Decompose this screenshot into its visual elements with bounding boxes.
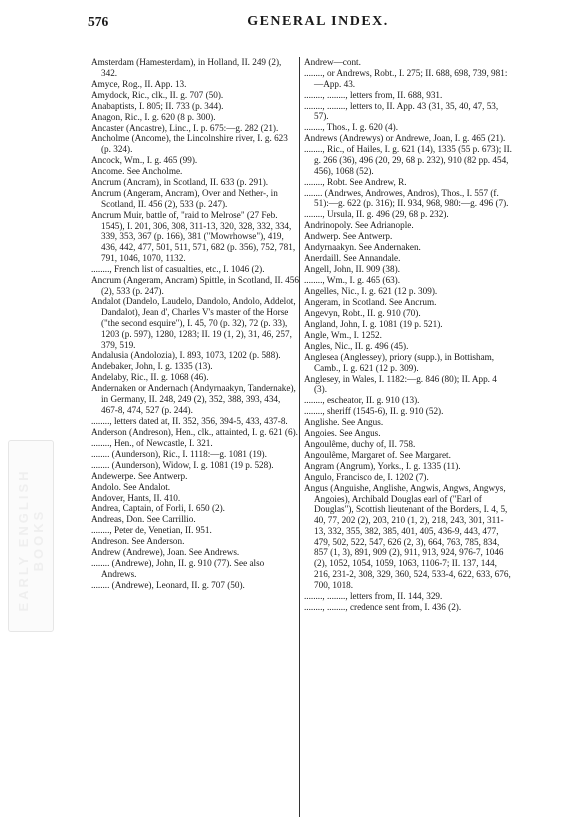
index-entry: Angelles, Nic., I. g. 621 (12 p. 309). (304, 286, 438, 297)
index-entry: Andewerpe. See Antwerp. (91, 470, 188, 481)
stamp-text: EARLY ENGLISH BOOKS (16, 468, 46, 612)
index-entry: ........, ........, letters to, II. App. 43 (31, 35, 40, 47, 53, 57). (304, 100, 499, 122)
index-entry: Ancrum Muir, battle of, "raid to Melrose" (27 Feb. 1545), I. 201, 306, 308, 311-13, 320, 328, 332, 334, 339, 353, 367 (p. 166), 381 ("Mowrhowse"), 419, 436, 442, 477, 501, 511, 571, 682 (p. 356), 752, 781, 791, 1046, 1070, 1132. (91, 209, 296, 263)
index-entry: ........, or Andrews, Robt., I. 275; II. 688, 698, 739, 981:—App. 43. (304, 67, 508, 89)
index-right-column (304, 57, 512, 817)
index-entry: Andwerp. See Antwerp. (304, 231, 393, 242)
index-entry: Andreson. See Anderson. (91, 536, 185, 547)
index-entry: Ancrum (Angeram, Ancram) Spittle, in Scotland, II. 456 (2), 533 (p. 247). (91, 274, 299, 296)
index-entry: Andrew (Andrewe), Joan. See Andrews. (91, 547, 240, 558)
index-entry: Andalusia (Andolozia), I. 893, 1073, 1202 (p. 588). (91, 350, 281, 361)
index-entry: Angram (Angrum), Yorks., I. g. 1335 (11). (304, 460, 461, 471)
index-entry: Angell, John, II. 909 (38). (304, 264, 400, 275)
page-title: GENERAL INDEX. (247, 14, 389, 29)
index-entry: Angle, Wm., I. 1252. (304, 329, 382, 340)
index-entry: Angulo, Francisco de, I. 1202 (7). (304, 471, 429, 482)
page-number: 576 (88, 14, 109, 29)
index-entry: ........ (Andrwes, Androwes, Andros), Thos., I. 557 (f. 51):—g. 622 (p. 316); II. 934, 968, 980:—g. 496 (7). (304, 187, 509, 209)
index-entry: ........ (Andrewe), John, II. g. 910 (77). See also Andrews. (91, 558, 265, 579)
index-entry: Anerdaill. See Annandale. (304, 253, 401, 264)
library-stamp (8, 440, 54, 632)
index-entry: ........, sheriff (1545-6), II. g. 910 (52). (304, 406, 444, 417)
index-entry: Amyce, Rog., II. App. 13. (91, 78, 187, 89)
index-entry: Andalot (Dandelo, Laudelo, Dandolo, Andolo, Addelot, Dandalot), Jean d', Charles V's master of the Horse ("the second esquire"), I. 45, 70 (p. 32), 72 (p. 33), 1203 (p. 597), 1280, 1283; II. 19 (1, 2), 31, 46, 257, 379, 519. (91, 296, 296, 350)
index-entry: ........ (Andrewe), Leonard, II. g. 707 (50). (91, 579, 245, 590)
index-entry: ........, ........, credence sent from, I. 436 (2). (304, 601, 462, 612)
index-entry: Andrinopoly. See Adrianople. (304, 220, 414, 231)
index-entry: Anglishe. See Angus. (304, 417, 384, 428)
index-entry: ........, Wm., I. g. 465 (63). (304, 275, 401, 286)
index-entry: Ancaster (Ancastre), Linc., I. p. 675:—g. 282 (21). (91, 122, 279, 133)
index-entry: Andelaby, Ric., II. g. 1068 (46). (91, 372, 209, 383)
index-entry: Andreas, Don. See Carrillio. (91, 514, 196, 525)
index-entry: Angles, Nic., II. g. 496 (45). (304, 340, 409, 351)
index-entry: ........, Ric., of Hailes, I. g. 621 (14), 1335 (55 p. 673); II. g. 266 (36), 496 (20, 29, 68 p. 232), 910 (82 pp. 454, 456), 1068 (52). (304, 144, 512, 176)
index-entry: Anderson (Andreson), Hen., clk., attainted, I. g. 621 (6). (91, 426, 298, 437)
index-entry: Amydock, Ric., clk., II. g. 707 (50). (91, 89, 224, 100)
index-entry: Ancrum (Ancram), in Scotland, II. 633 (p. 291). (91, 177, 269, 188)
index-entry: ........, ........, letters from, II. 688, 931. (304, 89, 443, 100)
index-entry: Andover, Hants, II. 410. (91, 492, 181, 503)
index-entry: ........, escheator, II. g. 910 (13). (304, 395, 420, 406)
index-entry: ........, ........, letters from, II. 144, 329. (304, 590, 443, 601)
index-entry: Angeram, in Scotland. See Ancrum. (304, 297, 437, 308)
index-entry: Anabaptists, I. 805; II. 733 (p. 344). (91, 100, 224, 111)
index-entry: Andernaken or Andernach (Andyrnaakyn, Tandernake), in Germany, II. 248, 249 (2), 352, 388, 393, 434, 467-8, 474, 527 (p. 244). (91, 383, 296, 415)
index-entry: Andrew—cont. (304, 57, 361, 67)
index-entry: Angevyn, Robt., II. g. 910 (70). (304, 307, 421, 318)
index-entry: Anglesey, in Wales, I. 1182:—g. 846 (80); II. App. 4 (3). (304, 373, 497, 395)
index-entry: Andrews (Andrewys) or Andrewe, Joan, I. g. 465 (21). (304, 133, 506, 144)
index-entry: Angoulême, duchy of, II. 758. (304, 439, 416, 450)
index-entry: Angland, John, I. g. 1081 (19 p. 521). (304, 318, 443, 329)
page-header (88, 14, 548, 34)
index-left-column (91, 57, 299, 817)
index-columns (91, 57, 554, 817)
index-entry: Ancrum (Angeram, Ancram), Over and Nether-, in Scotland, II. 456 (2), 533 (p. 247). (91, 188, 278, 209)
index-entry: Andolo. See Andalot. (91, 481, 171, 492)
index-entry: Anagon, Ric., I. g. 620 (8 p. 300). (91, 111, 216, 122)
index-entry: Amsterdam (Hamesterdam), in Holland, II. 249 (2), 342. (91, 57, 282, 78)
index-entry: ........, Ursula, II. g. 496 (29, 68 p. 232). (304, 209, 449, 220)
index-entry: Ancome. See Ancholme. (91, 166, 183, 177)
index-entry: ........, Peter de, Venetian, II. 951. (91, 525, 212, 536)
index-entry: Angus (Anguishe, Anglishe, Angwis, Angws, Angwys, Angoies), Archibald Douglas earl of ("Earl of Douglas"), Scottish lieutenant of the Borders, I. 4, 5, 40, 77, 202 (2), 203, 210 (1, 2), 218, 243, 301, 311-13, 332, 355, 382, 385, 401, 405, 436-9, 443, 477, 479, 502, 522, 547, 626 (2, 3), 664, 763, 785, 834, 857 (1, 3), 891, 909 (2), 911, 913, 924, 976-7, 1046 (2), 1052, 1054, 1059, 1063, 1106-7; II. 137, 144, 216, 231-2, 308, 329, 360, 524, 533-4, 622, 633, 676, 700, 1018. (304, 482, 511, 590)
index-entry: ........, Thos., I. g. 620 (4). (304, 122, 398, 133)
index-entry: ........ (Aunderson), Ric., I. 1118:—g. 1081 (19). (91, 448, 267, 459)
index-entry: Andrea, Captain, of Forli, I. 650 (2). (91, 503, 225, 514)
column-divider (299, 57, 300, 817)
index-entry: ........ (Aunderson), Widow, I. g. 1081 (19 p. 528). (91, 459, 274, 470)
index-entry: Angoulême, Margaret of. See Margaret. (304, 450, 451, 460)
index-entry: Ancholme (Ancome), the Lincolnshire river, I. g. 623 (p. 324). (91, 133, 288, 155)
index-entry: Andyrnaakyn. See Andernaken. (304, 242, 421, 253)
index-entry: ........, letters dated at, II. 352, 356, 394-5, 433, 437-8. (91, 415, 288, 426)
index-entry: ........, Robt. See Andrew, R. (304, 176, 407, 187)
index-entry: Ancock, Wm., I. g. 465 (99). (91, 155, 198, 166)
index-entry: Angoies. See Angus. (304, 428, 381, 439)
index-entry: ........, Hen., of Newcastle, I. 321. (91, 437, 213, 448)
index-entry: ........, French list of casualties, etc., I. 1046 (2). (91, 263, 265, 274)
index-entry: Andebaker, John, I. g. 1335 (13). (91, 361, 213, 372)
index-entry: Anglesea (Anglessey), priory (supp.), in Bottisham, Camb., I. g. 621 (12 p. 309). (304, 351, 495, 373)
